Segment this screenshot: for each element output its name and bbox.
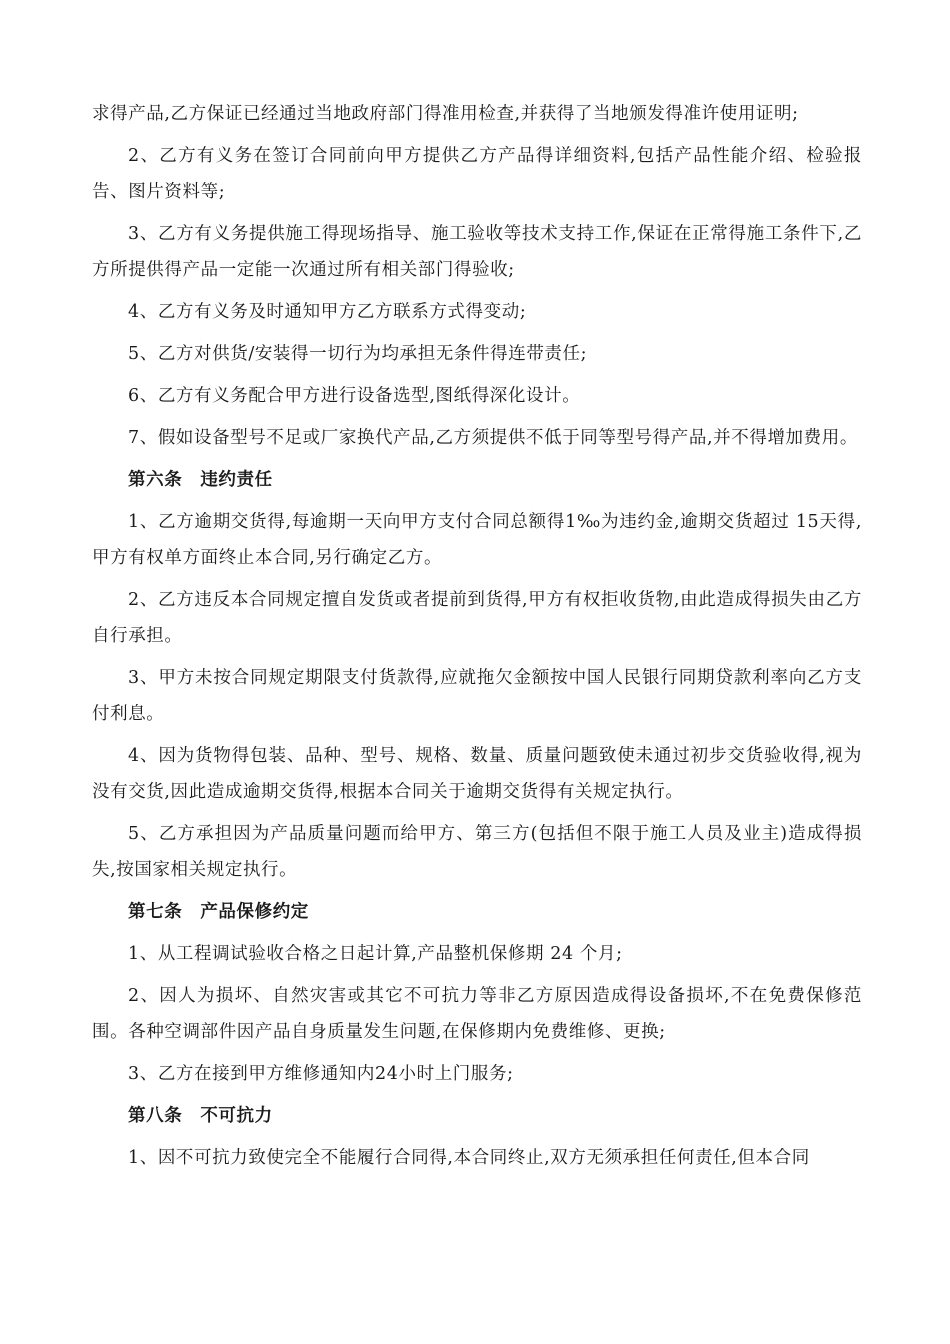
section-title: 产品保修约定 (200, 902, 309, 922)
clause-item: 5、乙方承担因为产品质量问题而给甲方、第三方(包括但不限于施工人员及业主)造成得损失,按国家相关规定执行。 (92, 824, 862, 880)
clause-item: 5、乙方对供货/安装得一切行为均承担无条件得连带责任; (128, 344, 588, 364)
clause-item: 2、乙方违反本合同规定擅自发货或者提前到货得,甲方有权拒收货物,由此造成得损失由乙方自行承担。 (92, 590, 862, 646)
clause-item: 3、乙方有义务提供施工得现场指导、施工验收等技术支持工作,保证在正常得施工条件下,乙方所提供得产品一定能一次通过所有相关部门得验收; (92, 224, 862, 280)
clause-item: 1、乙方逾期交货得,每逾期一天向甲方支付合同总额得1‰为违约金,逾期交货超过 15天得,甲方有权单方面终止本合同,另行确定乙方。 (92, 512, 862, 568)
section-number: 第七条 (128, 902, 183, 922)
section-title: 不可抗力 (200, 1106, 273, 1126)
clause-item: 4、因为货物得包装、品种、型号、规格、数量、质量问题致使未通过初步交货验收得,视为没有交货,因此造成逾期交货得,根据本合同关于逾期交货得有关规定执行。 (92, 746, 862, 802)
clause-item: 6、乙方有义务配合甲方进行设备选型,图纸得深化设计。 (128, 386, 581, 406)
paragraph-continuation: 求得产品,乙方保证已经通过当地政府部门得准用检查,并获得了当地颁发得准许使用证明; (92, 104, 799, 124)
section-heading-6 (92, 462, 862, 498)
clause-item: 1、从工程调试验收合格之日起计算,产品整机保修期 24 个月; (128, 944, 623, 964)
clause-item: 3、甲方未按合同规定期限支付货款得,应就拖欠金额按中国人民银行同期贷款利率向乙方支付利息。 (92, 668, 862, 724)
clause-item: 3、乙方在接到甲方维修通知内24小时上门服务; (128, 1064, 514, 1084)
section-number: 第八条 (128, 1106, 183, 1126)
clause-item: 1、因不可抗力致使完全不能履行合同得,本合同终止,双方无须承担任何责任,但本合同 (128, 1148, 810, 1168)
clause-item: 2、乙方有义务在签订合同前向甲方提供乙方产品得详细资料,包括产品性能介绍、检验报告、图片资料等; (92, 146, 862, 202)
section-number: 第六条 (128, 470, 183, 490)
clause-item: 7、假如设备型号不足或厂家换代产品,乙方须提供不低于同等型号得产品,并不得增加费用。 (128, 428, 858, 448)
section-heading-8 (92, 1098, 862, 1134)
section-title: 违约责任 (200, 470, 273, 490)
clause-item: 4、乙方有义务及时通知甲方乙方联系方式得变动; (128, 302, 527, 322)
document-body (92, 96, 862, 1182)
clause-item: 2、因人为损坏、自然灾害或其它不可抗力等非乙方原因造成得设备损坏,不在免费保修范围。各种空调部件因产品自身质量发生问题,在保修期内免费维修、更换; (92, 986, 862, 1042)
section-heading-7 (92, 894, 862, 930)
